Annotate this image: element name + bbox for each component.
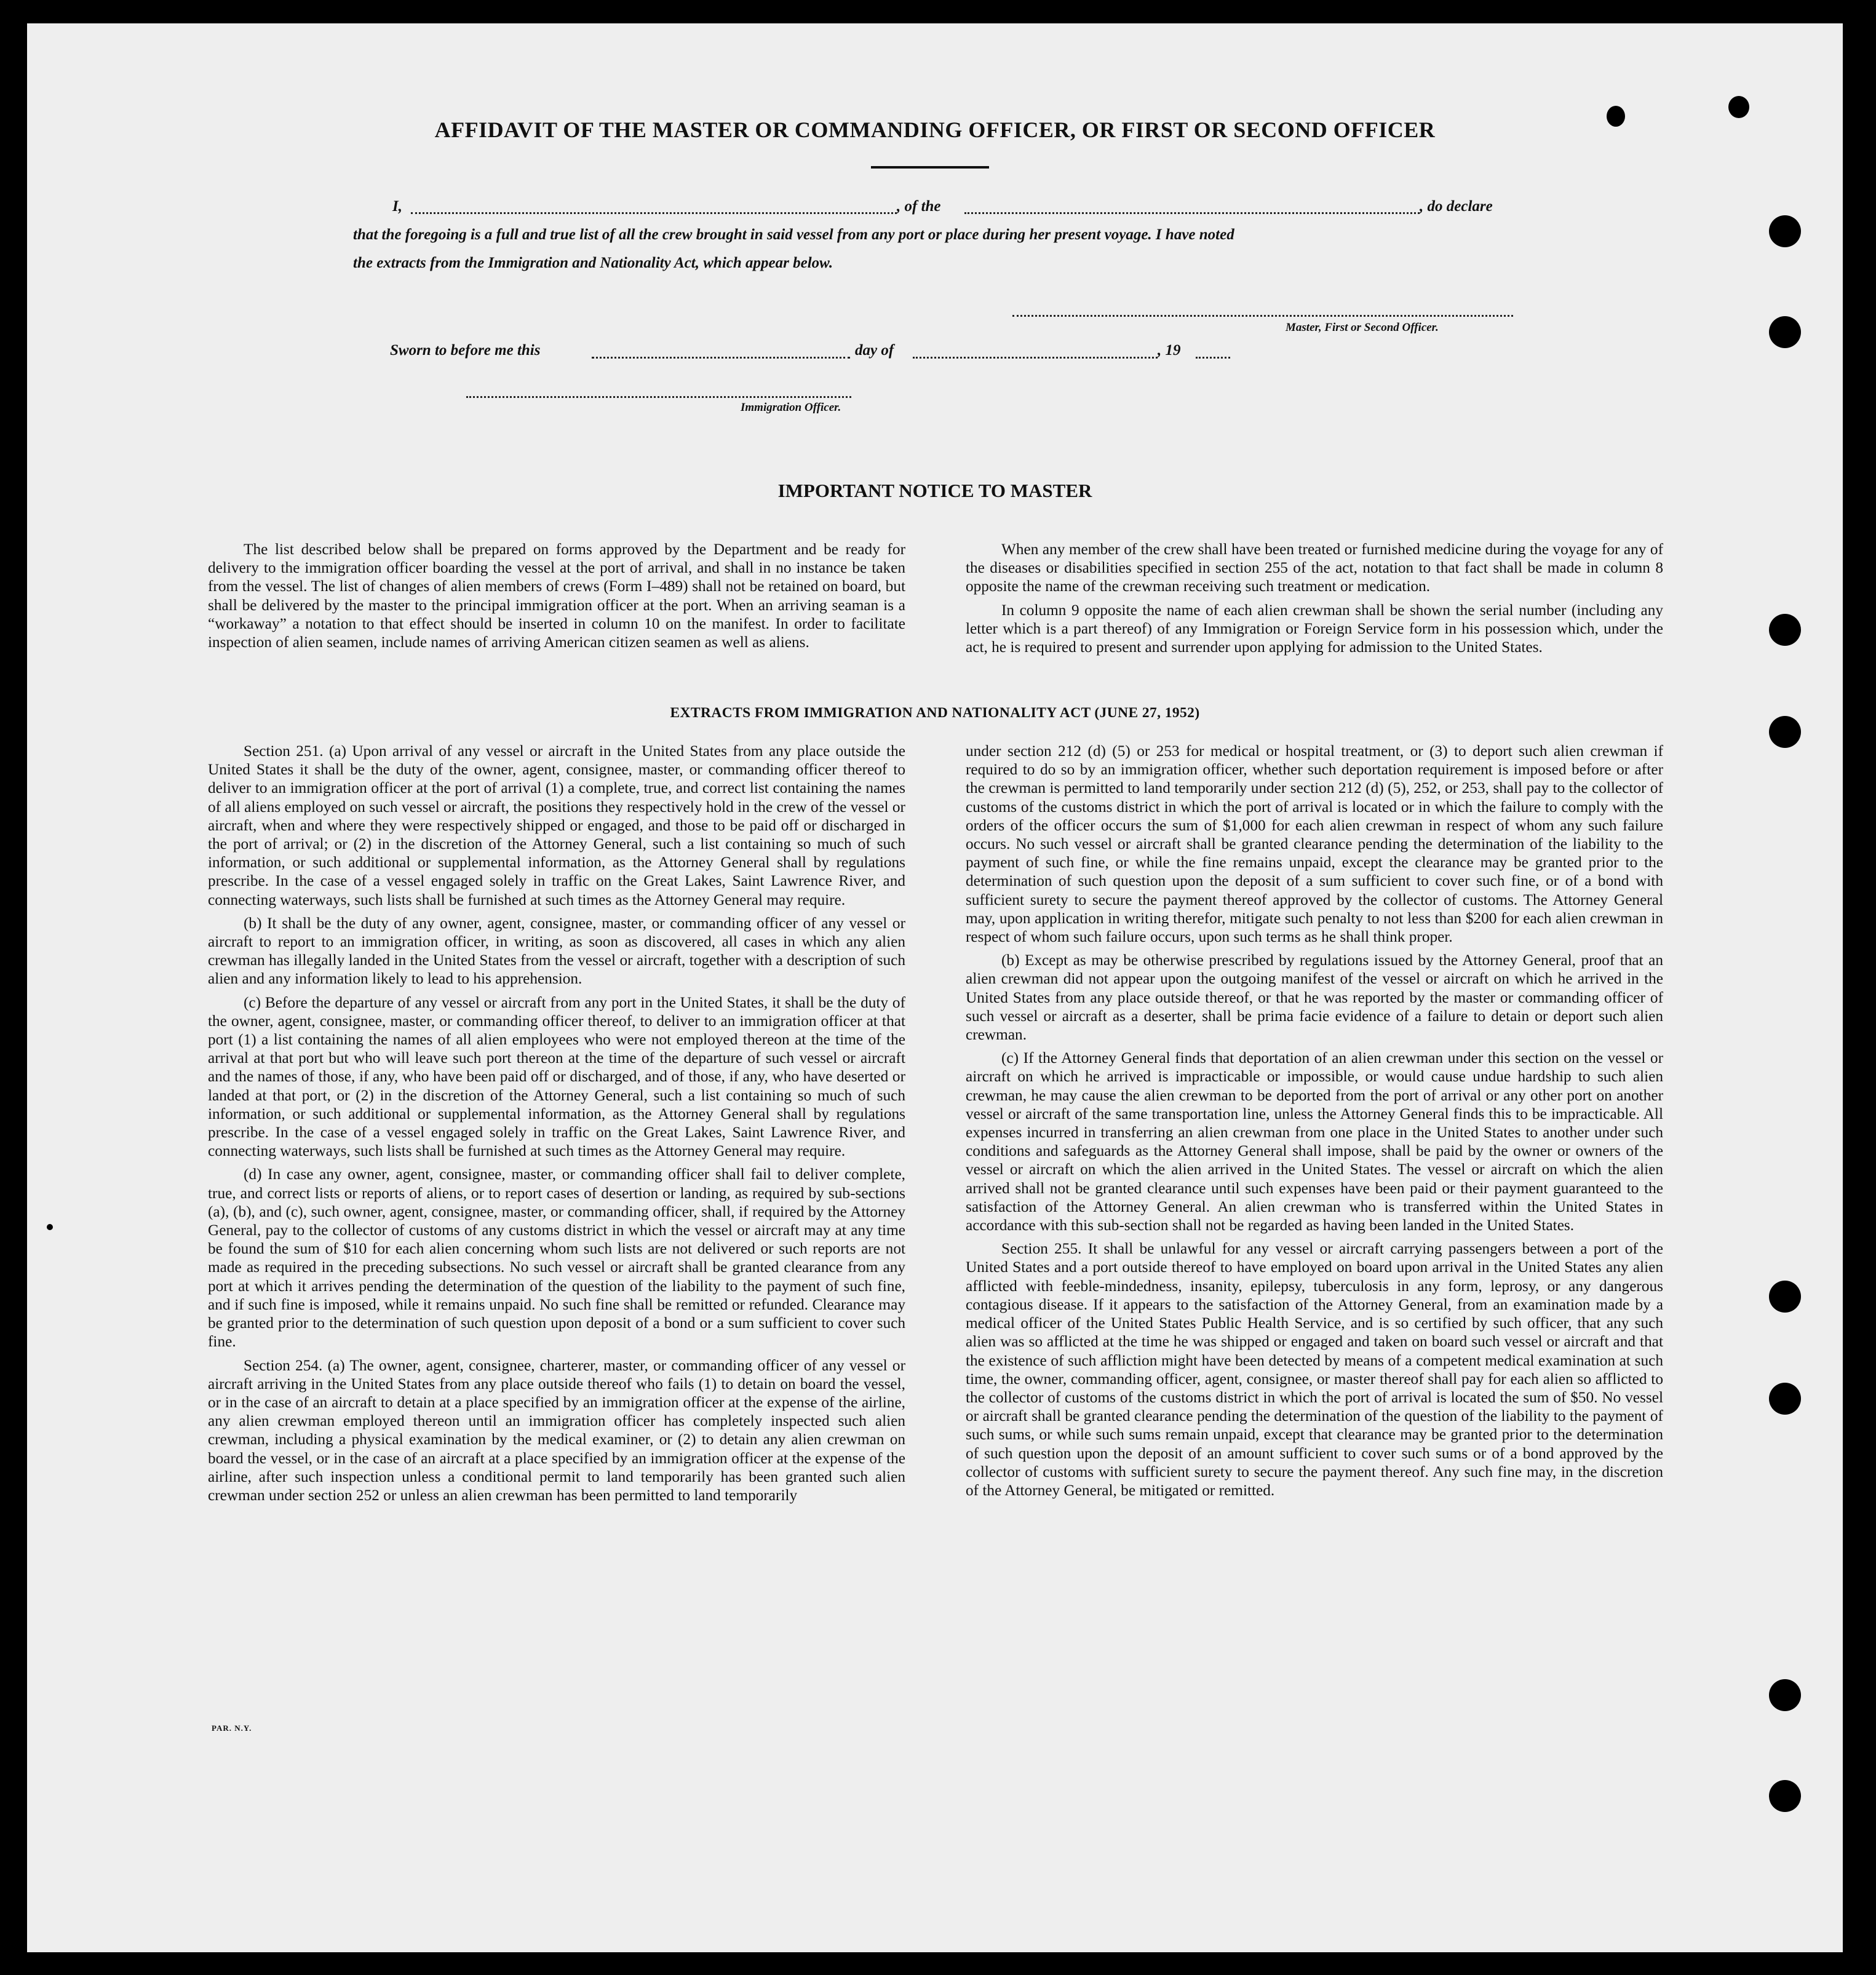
extracts-right-column <box>966 742 1663 1500</box>
punch-hole <box>1769 716 1801 748</box>
notice-left-column <box>208 540 905 651</box>
punch-hole <box>1769 1281 1801 1313</box>
sworn-month-line[interactable] <box>913 357 1158 359</box>
extract-paragraph: (c) Before the departure of any vessel or aircraft from any port in the United States, it shall be the duty of the owner, agent, consignee, master, or commanding officer thereof, to deliver to an immigration officer at that port (1) a list containing the names of all alien employees who were not employed thereon at the time of the arrival at that port but who will leave such port thereon at the time of the departure of such vessel or aircraft and the names of those, if any, who have been paid off or discharged, and of those, if any, who have deserted or landed at that port, or (2) in the discretion of the Attorney General, such a list containing so much of such information, or such additional or supplemental information, as the Attorney General shall by regulations prescribe. In the case of a vessel engaged solely in traffic on the Great Lakes, Saint Lawrence River, and connecting waterways, such lists shall be furnished at such times as the Attorney General may require. <box>208 993 905 1160</box>
declaration-i: I, <box>392 198 402 215</box>
declaration-line-2: that the foregoing is a full and true list of all the crew brought in said vessel from any port or place during her present voyage. I have noted <box>353 226 1234 243</box>
affidavit-title: AFFIDAVIT OF THE MASTER OR COMMANDING OFFICER, OR FIRST OR SECOND OFFICER <box>434 117 1436 142</box>
extract-paragraph: Section 254. (a) The owner, agent, consignee, charterer, master, or commanding officer of any vessel or aircraft arriving in the United States from any place outside thereof who fails (1) to detain on board the vessel, or in the case of an aircraft to detain at a place specified by an immigration officer at the expense of the airline, any alien crewman employed thereon until an immigration officer has completely inspected such alien crewman, including a physical examination by the medical examiner, or (2) to detain any alien crewman on board the vessel, or in the case of an aircraft at a place specified by an immigration officer at the expense of the airline, after such inspection unless a conditional permit to land temporarily has been granted such alien crewman under section 252 or unless an alien crewman has been permitted to land temporarily <box>208 1356 905 1504</box>
punch-hole <box>1769 1679 1801 1711</box>
declaration-of-the: , of the <box>897 198 941 215</box>
declaration-do-declare: , do declare <box>1420 198 1493 215</box>
extract-paragraph: (b) It shall be the duty of any owner, agent, consignee, master, or commanding officer of any vessel or aircraft to report to an immigration officer, in writing, as soon as discovered, all cases in which any alien crewman has illegally landed in the United States from the vessel or aircraft, together with a description of such alien and any information likely to lead to his apprehension. <box>208 914 905 988</box>
extracts-left-column <box>208 742 905 1504</box>
ink-dot <box>47 1224 53 1230</box>
extract-paragraph: Section 251. (a) Upon arrival of any vessel or aircraft in the United States from any place outside the United States it shall be the duty of the owner, agent, consignee, master, or commanding officer thereof to deliver to an immigration officer at the port of arrival (1) a complete, true, and correct list containing the names of all aliens employed on such vessel or aircraft, the positions they respectively hold in the crew of the vessel or aircraft, when and where they were respectively shipped or engaged, and those to be paid off or discharged in the port of arrival; or (2) in the discretion of the Attorney General, such a list containing so much of such information, or such additional or supplemental information, as the Attorney General shall by regulations prescribe. In the case of a vessel engaged solely in traffic on the Great Lakes, Saint Lawrence River, and connecting waterways, such lists shall be furnished at such times as the Attorney General may require. <box>208 742 905 908</box>
punch-hole <box>1769 1383 1801 1415</box>
master-signature-caption: Master, First or Second Officer. <box>1286 321 1439 334</box>
extract-paragraph: under section 212 (d) (5) or 253 for medical or hospital treatment, or (3) to deport such alien crewman if required to do so by an immigration officer, whether such deportation requirement is imposed before or after the crewman is permitted to land temporarily under section 212 (d) (5), 252, or 253, shall pay to the collector of customs of the customs district in which the port of arrival is located or in which the failure to comply with the orders of the officer occurs the sum of $1,000 for each alien crewman in respect of whom any such failure occurs. No such vessel or aircraft shall be granted clearance pending the determination of the liability to the payment of such fine, or while the fine remains unpaid, except the clearance may be granted prior to the determination of such question upon the deposit of a sum sufficient to cover such fine, or of a bond with sufficient surety to secure the payment thereof approved by the collector of customs. The Attorney General may, upon application in writing therefor, mitigate such penalty to not less than $200 for each alien crewman in respect of whom such failure occurs, upon such terms as he shall think proper. <box>966 742 1663 946</box>
title-rule <box>871 166 989 169</box>
punch-hole <box>1769 614 1801 646</box>
extract-paragraph: Section 255. It shall be unlawful for any vessel or aircraft carrying passengers between a port of the United States and a port outside thereof to have employed on board upon arrival in the United States any alien afflicted with feeble-mindedness, insanity, epilepsy, tuberculosis in any form, leprosy, or any dangerous contagious disease. If it appears to the satisfaction of the Attorney General, from an examination made by a medical officer of the United States Public Health Service, and is so certified by such officer, that any such alien was so afflicted at the time he was shipped or engaged and taken on board such vessel or aircraft and that the existence of such affliction might have been detected by means of a competent medical examination at such time, the owner, commanding officer, agent, consignee, or master thereof shall pay for each alien so afflicted to the collector of customs of the customs district in which the port of arrival is located the sum of $50. No vessel or aircraft shall be granted clearance pending the determination of the question of the liability to the payment of such sums, or while such sums remain unpaid, except that clearance may be granted prior to the determination of such question upon the deposit of an amount sufficient to cover such sums or of a bond approved by the collector of customs with sufficient surety to secure the payment thereof. Any such fine may, in the discretion of the Attorney General, be mitigated or remitted. <box>966 1240 1663 1499</box>
master-signature-line[interactable] <box>1012 315 1513 317</box>
notice-paragraph: The list described below shall be prepared on forms approved by the Department and be ready for delivery to the immigration officer boarding the vessel at the port of arrival, and shall in no instance be taken from the vessel. The list of changes of alien members of crews (Form I–489) shall not be retained on board, but shall be delivered by the master to the principal immigration officer at the port. When an arriving seaman is a “workaway” a notation to that effect should be inserted in column 10 on the manifest. In order to facilitate inspection of alien seamen, include names of arriving American citizen seamen as well as aliens. <box>208 541 905 651</box>
sworn-day-of: day of <box>855 342 894 359</box>
notice-right-column <box>966 540 1663 656</box>
sworn-date-line[interactable] <box>592 357 850 359</box>
printer-mark: PAR. N.Y. <box>212 1723 252 1733</box>
name-field-line[interactable] <box>411 212 897 214</box>
extracts-title: EXTRACTS FROM IMMIGRATION AND NATIONALITY ACT (JUNE 27, 1952) <box>670 705 1200 721</box>
punch-hole <box>1769 316 1801 348</box>
punch-hole <box>1769 215 1801 247</box>
ink-spot <box>1728 96 1749 118</box>
punch-hole <box>1769 1780 1801 1812</box>
sworn-year: , 19 <box>1158 342 1181 359</box>
extract-paragraph: (b) Except as may be otherwise prescribed by regulations issued by the Attorney General, proof that an alien crewman did not appear upon the outgoing manifest of the vessel or aircraft on which he arrived in the United States from any place outside thereof, or that he was reported by the master or commanding officer of such vessel or aircraft as a deserter, shall be prima facie evidence of a failure to detain or deport such alien crewman. <box>966 952 1663 1044</box>
sworn-before: Sworn to before me this <box>390 342 541 359</box>
sworn-year-line[interactable] <box>1196 357 1230 359</box>
declaration-line-3: the extracts from the Immigration and Nationality Act, which appear below. <box>353 255 833 271</box>
ink-spot <box>1607 106 1625 127</box>
notice-title: IMPORTANT NOTICE TO MASTER <box>777 480 1092 501</box>
extract-paragraph: (d) In case any owner, agent, consignee, master, or commanding officer shall fail to deliver complete, true, and correct lists or reports of aliens, or to report cases of desertion or landing, as required by sub-sections (a), (b), and (c), such owner, agent, consignee, master, or commanding officer, shall, if required by the Attorney General, pay to the collector of customs of any customs district in which the vessel or aircraft may at any time be found the sum of $10 for each alien concerning whom such lists are not delivered or such reports are not made as required in the preceding subsections. No such vessel or aircraft shall be granted clearance from any port at which it arrives pending the determination of the question of the liability to the payment of such fine, and if such fine is imposed, while it remains unpaid. No such fine shall be remitted or refunded. Clearance may be granted prior to the determination of such question upon deposit of a bond or a sum sufficient to cover such fine. <box>208 1166 905 1351</box>
vessel-field-line[interactable] <box>964 212 1420 214</box>
extract-paragraph: (c) If the Attorney General finds that deportation of an alien crewman under this section on the vessel or aircraft on which he arrived is impracticable or impossible, or would cause undue hardship to such alien crewman, he may cause the alien crewman to be deported from the port of arrival or any other port on another vessel or aircraft of the same transportation line, unless the Attorney General finds this to be impracticable. All expenses incurred in transferring an alien crewman from one place in the United States to another under such conditions and safeguards as the Attorney General shall impose, shall be paid by the owner or owners of the vessel or aircraft on which the alien arrived in the United States. The vessel or aircraft on which the alien arrived shall not be granted clearance until such expenses have been paid or their payment guaranteed to the satisfaction of the Attorney General. An alien crewman who is transferred within the United States in accordance with this sub-section shall not be regarded as having been landed in the United States. <box>966 1049 1663 1234</box>
immigration-officer-line[interactable] <box>466 396 851 398</box>
immigration-officer-caption: Immigration Officer. <box>741 401 841 414</box>
notice-paragraph: When any member of the crew shall have been treated or furnished medicine during the voyage for any of the diseases or disabilities specified in section 255 of the act, notation to that fact shall be made in column 8 opposite the name of the crewman receiving such treatment or medication. <box>966 541 1663 595</box>
notice-paragraph: In column 9 opposite the name of each alien crewman shall be shown the serial number (including any letter which is a part thereof) of any Immigration or Foreign Service form in his possession which, under the act, he is required to present and surrender upon applying for admission to the United States. <box>966 601 1663 656</box>
